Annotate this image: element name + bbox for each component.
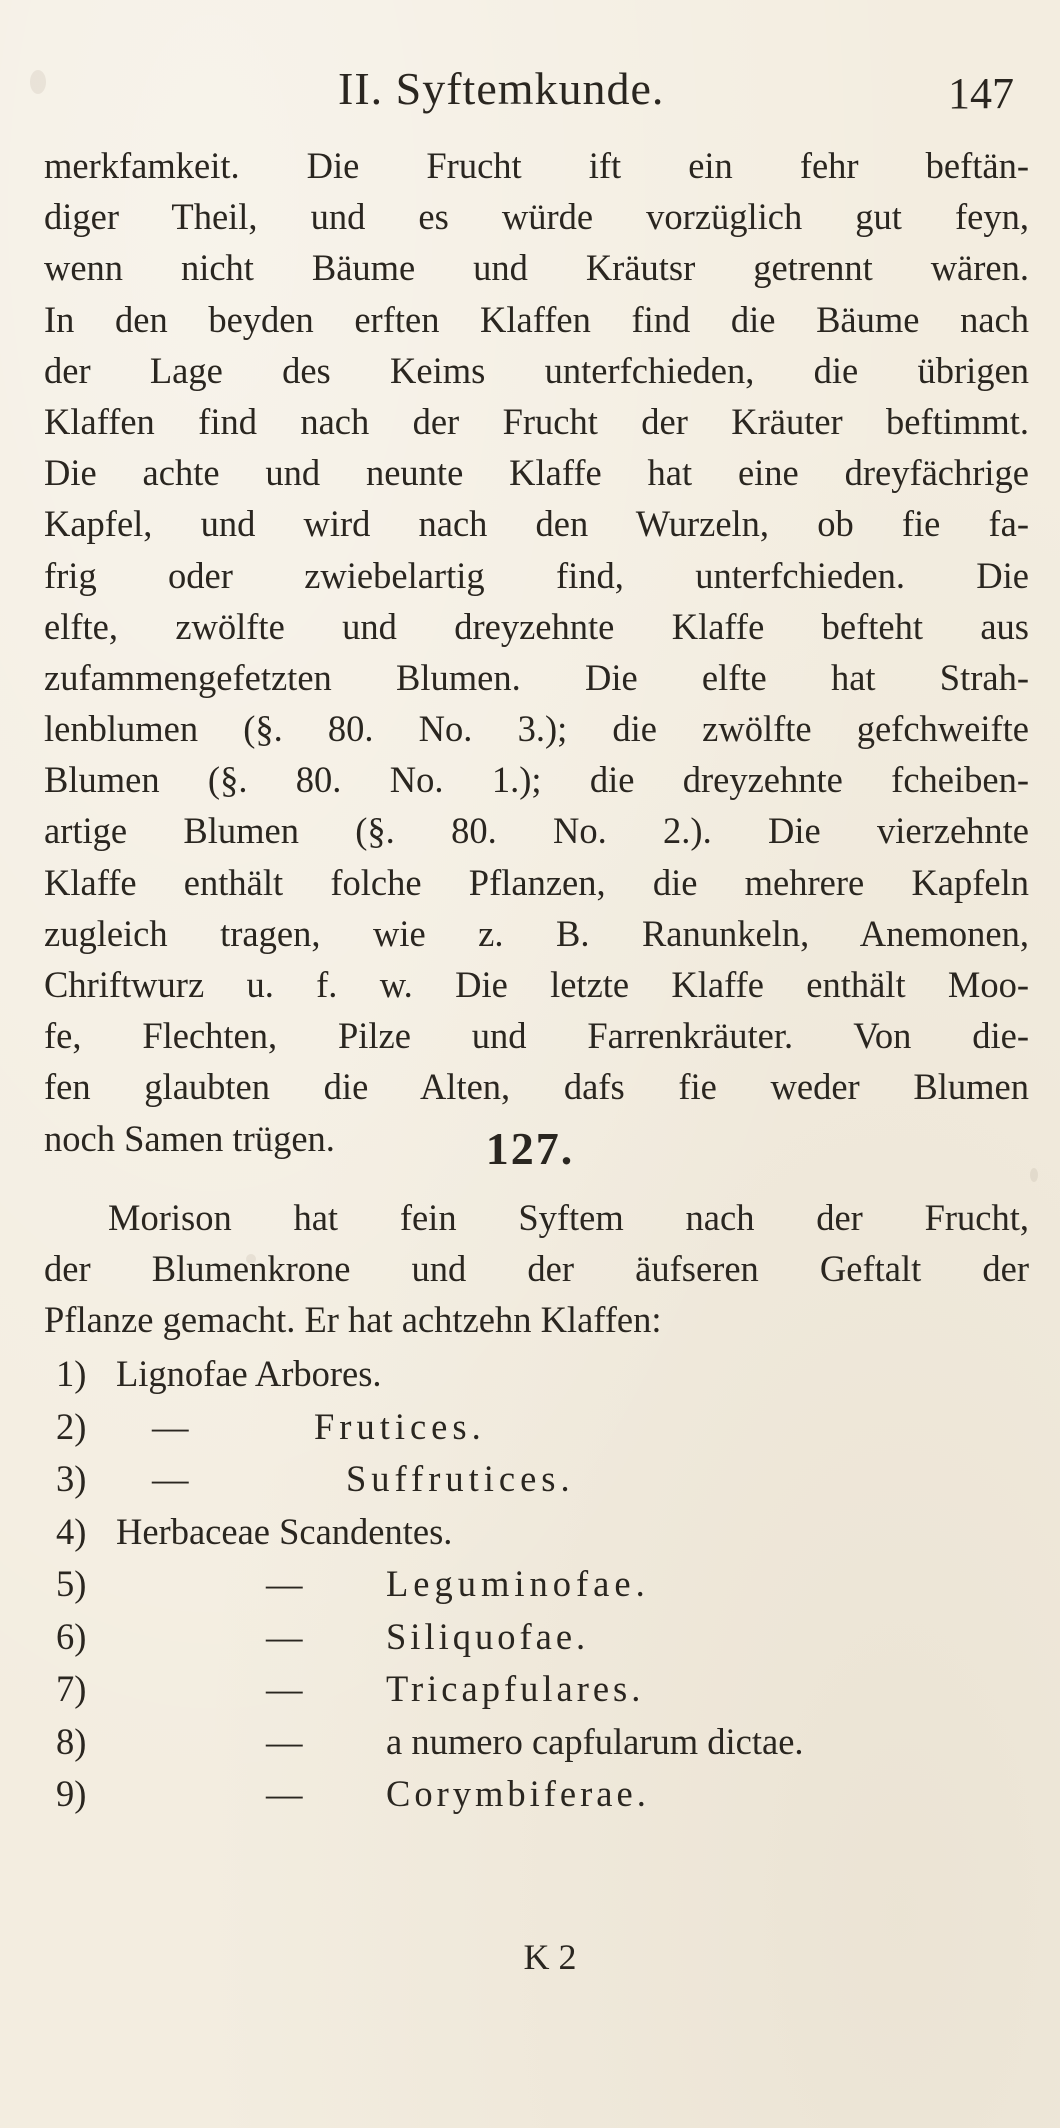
list-number: 5)	[56, 1563, 87, 1604]
text-line: diger Theil, und es würde vorzüglich gut feyn,	[44, 196, 1029, 238]
text-line: der Lage des Keims unterfchieden, die übrigen	[44, 349, 1029, 391]
list-text: Lignofae Arbores.	[116, 1353, 382, 1394]
list-item	[56, 1558, 1016, 1611]
text-line: Die achte und neunte Klaffe hat eine dreyfächrige	[44, 452, 1029, 494]
list-number: 1)	[56, 1353, 87, 1394]
list-item	[56, 1348, 1016, 1401]
text-line: Blumen (§. 80. No. 1.); die dreyzehnte fcheiben-	[44, 759, 1029, 801]
paragraph-2	[44, 1192, 1029, 1346]
text-line: zugleich tragen, wie z. B. Ranunkeln, Anemonen,	[44, 912, 1029, 954]
text-line: Morison hat fein Syftem nach der Frucht,	[108, 1197, 1029, 1238]
ditto-dash: —	[266, 1773, 303, 1814]
list-text: Suffrutices.	[346, 1458, 575, 1499]
ditto-dash: —	[266, 1720, 303, 1762]
list-number: 8)	[56, 1720, 87, 1762]
text-line: der Blumenkrone und der äufseren Geftalt der	[44, 1248, 1029, 1290]
list-item	[56, 1401, 1016, 1454]
list-item	[56, 1453, 1016, 1506]
ditto-dash: —	[152, 1405, 189, 1447]
text-line: Klaffen find nach der Frucht der Kräuter beftimmt.	[44, 400, 1029, 442]
list-item	[56, 1768, 1016, 1821]
list-item	[56, 1611, 1016, 1664]
signature-mark: K 2	[523, 1937, 577, 1977]
page-number: 147	[948, 69, 1014, 118]
list-text: Tricapfulares.	[386, 1668, 645, 1709]
text-line: elfte, zwölfte und dreyzehnte Klaffe befteht aus	[44, 605, 1029, 647]
ditto-dash: —	[266, 1615, 303, 1657]
ditto-dash: —	[266, 1668, 303, 1709]
list-number: 6)	[56, 1615, 87, 1657]
class-list	[56, 1348, 1016, 1821]
text-line: Klaffe enthält folche Pflanzen, die mehrere Kapfeln	[44, 861, 1029, 903]
text-line: frig oder zwiebelartig find, unterfchieden. Die	[44, 554, 1029, 596]
ditto-dash: —	[152, 1458, 189, 1499]
text-line: merkfamkeit. Die Frucht ift ein fehr beftän-	[44, 145, 1029, 186]
list-text: a numero capfularum dictae.	[386, 1720, 804, 1762]
running-title: II. Syftemkunde.	[338, 63, 665, 114]
list-text: Corymbiferae.	[386, 1773, 650, 1814]
list-number: 7)	[56, 1668, 87, 1709]
list-text: Leguminofae.	[386, 1563, 650, 1604]
ditto-dash: —	[266, 1563, 303, 1604]
list-number: 9)	[56, 1773, 87, 1814]
text-line: Pflanze gemacht. Er hat achtzehn Klaffen:	[44, 1299, 662, 1341]
list-item	[56, 1506, 1016, 1559]
text-line: Chriftwurz u. f. w. Die letzte Klaffe enthält Moo-	[44, 964, 1029, 1005]
list-number: 3)	[56, 1458, 87, 1499]
list-number: 2)	[56, 1405, 87, 1447]
text-line: In den beyden erften Klaffen find die Bäume nach	[44, 298, 1029, 340]
list-item	[56, 1716, 1016, 1769]
text-line: lenblumen (§. 80. No. 3.); die zwölfte gefchweifte	[44, 708, 1029, 750]
text-line: noch Samen trügen.	[44, 1117, 335, 1159]
list-number: 4)	[56, 1510, 87, 1552]
text-line: zufammengefetzten Blumen. Die elfte hat Strah-	[44, 656, 1029, 698]
list-text: Herbaceae Scandentes.	[116, 1510, 453, 1552]
text-line: wenn nicht Bäume und Kräutsr getrennt wären.	[44, 247, 1029, 289]
list-text: Frutices.	[314, 1405, 486, 1447]
paragraph-1	[44, 140, 1029, 1164]
section-number: 127.	[485, 1123, 575, 1174]
list-item	[56, 1663, 1016, 1716]
list-text: Siliquofae.	[386, 1615, 590, 1657]
text-line: Kapfel, und wird nach den Wurzeln, ob fie fa-	[44, 503, 1029, 545]
text-line: fe, Flechten, Pilze und Farrenkräuter. Von die-	[44, 1015, 1029, 1057]
text-line: fen glaubten die Alten, dafs fie weder Blumen	[44, 1066, 1029, 1108]
text-line: artige Blumen (§. 80. No. 2.). Die vierzehnte	[44, 810, 1029, 852]
running-header	[0, 58, 1060, 128]
